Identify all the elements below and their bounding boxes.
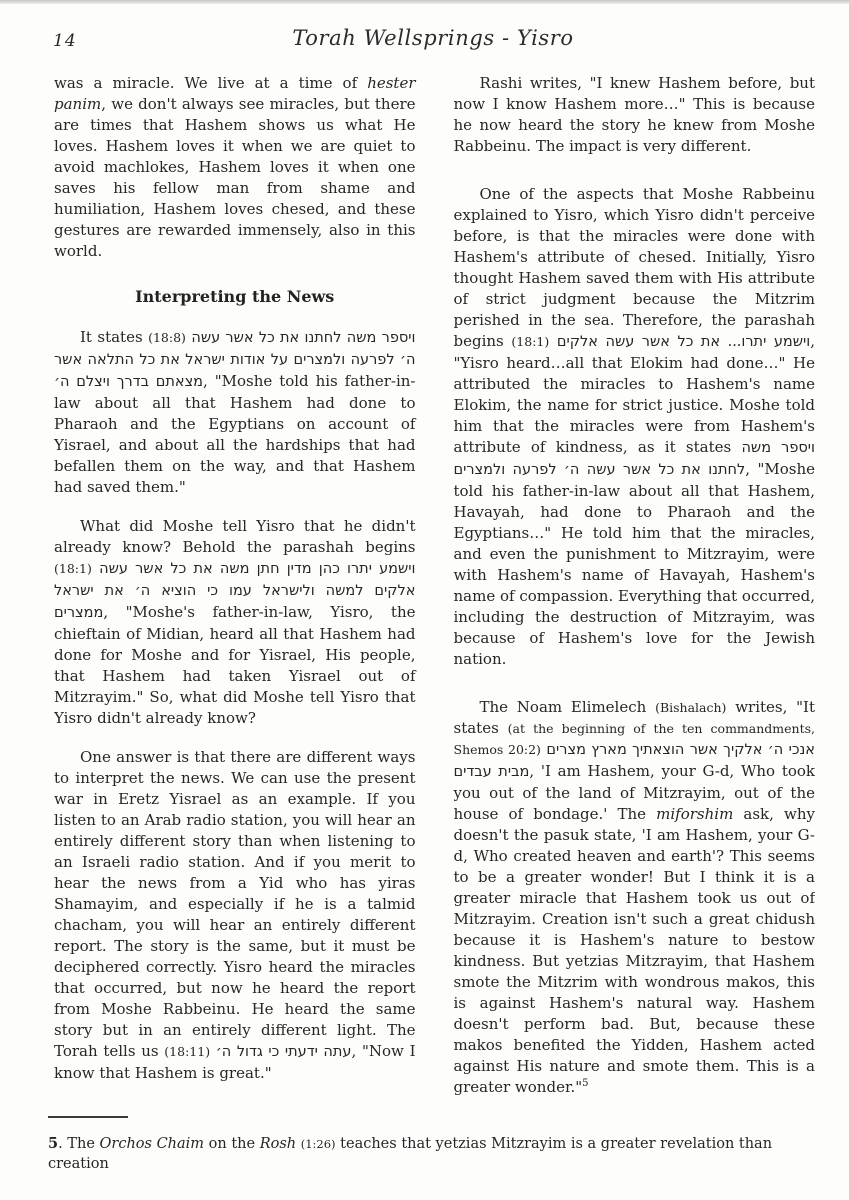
left-column bbox=[54, 73, 416, 1115]
footnote-text: 5. The Orchos Chaim on the Rosh (1:26) teaches that yetzias Mitzrayim is a greater revelation than creation bbox=[48, 1135, 773, 1172]
section-heading: Interpreting the News bbox=[135, 287, 335, 306]
paragraph: One of the aspects that Moshe Rabbeinu explained to Yisro, which Yisro didn't perceive before, is that the miracles were done with Hashem's attribute of chesed. Initially, Yisro thought Hashem saved them with His attribute of strict judgment because the Mitzrim perished in the sea. Therefore, the parashah begins (18:1) וישמע יתרו... את כל אשר עשה אלקים, "Yisro heard…all that Elokim had done…" He attributed the miracles to Hashem's name Elokim, the name for strict justice. Moshe told him that the miracles were from Hashem's attribute of kindness, as it states ויספר משה לחתנו את כל אשר עשה ה׳ לפרעה ולמצרים, "Moshe told his father-in-law about all that Hashem, Havayah, had done to Pharaoh and the Egyptians…" He told him that the miracles, and even the punishment to Mitzrayim, were with Hashem's name of Havayah, Hashem's name of compassion. Everything that occurred, including the destruction of Mitzrayim, was because of Hashem's love for the Jewish nation. bbox=[453, 185, 815, 668]
paragraph: It states (18:8) ויספר משה לחתנו את כל אשר עשה ה׳ לפרעה ולמצרים על אודות ישראל את כל התלאה אשר מצאתם בדרך ויצלם ה׳, "Moshe told his father-in-law about all that Hashem had done to Pharaoh and the Egyptians on account of Yisrael, and about all the hardships that had befallen them on the way, and that Hashem had saved them." bbox=[54, 328, 416, 496]
paragraph: The Noam Elimelech (Bishalach) writes, "It states (at the beginning of the ten commandments, Shemos 20:2) אנכי ה׳ אלקיך אשר הוצאתיך מארץ מצרים מבית עבדים, 'I am Hashem, your G-d, Who took you out of the land of Mitzrayim, out of the house of bondage.' The miforshim ask, why doesn't the pasuk state, 'I am Hashem, your G-d, Who created heaven and earth'? This seems to be a greater wonder! But I think it is a greater miracle that Hashem took us out of Mitzrayim. Creation isn't such a great chidush because it is Hashem's nature to bestow kindness. But yetzias Mitzrayim, that Hashem smote the Mitzrim with wondrous makos, this is against Hashem's natural way. Hashem doesn't perform bad. But, because these makos benefited the Yidden, Hashem acted against His nature and smote them. This is a greater wonder."$^5$ bbox=[453, 698, 815, 1096]
footnote bbox=[48, 1116, 815, 1174]
text-columns bbox=[54, 73, 815, 1115]
right-column bbox=[454, 73, 816, 1115]
paragraph: Rashi writes, "I knew Hashem before, but now I know Hashem more…" This is because he now heard the story he knew from Moshe Rabbeinu. The impact is very different. bbox=[453, 74, 815, 155]
page-header bbox=[53, 26, 813, 56]
paragraph: was a miracle. We live at a time of hester panim, we don't always see miracles, but there are times that Hashem shows us what He loves. Hashem loves it when we are quiet to avoid machlokes, Hashem loves it when one saves his fellow man from shame and humiliation, Hashem loves chesed, and these gestures are rewarded immensely, also in this world. bbox=[54, 74, 416, 260]
scan-artifact-top bbox=[0, 0, 849, 4]
page-number: 14 bbox=[53, 31, 77, 51]
footnote-rule bbox=[48, 1116, 128, 1118]
paragraph: What did Moshe tell Yisro that he didn't already know? Behold the parashah begins (18:1) וישמע יתרו כהן מדין חתן משה את כל אשר עשה אלקים למשה ולישראל עמו כי הוציא ה׳ את ישראל ממצרים, "Moshe's father-in-law, Yisro, the chieftain of Midian, heard all that Hashem had done for Moshe and for Yisrael, His people, that Hashem had taken Yisrael out of Mitzrayim." So, what did Moshe tell Yisro that Yisro didn't already know? bbox=[54, 517, 416, 727]
paragraph: One answer is that there are different ways to interpret the news. We can use the present war in Eretz Yisrael as an example. If you listen to an Arab radio station, you will hear an entirely different story than when listening to an Israeli radio station. And if you merit to hear the news from a Yid who has yiras Shamayim, and especially if he is a talmid chacham, you will hear an entirely different report. The story is the same, but it must be deciphered correctly. Yisro heard the miracles that occurred, but now he heard the report from Moshe Rabbeinu. He heard the same story but in an entirely different light. The Torah tells us (18:11) עתה ידעתי כי גדול ה׳, "Now I know that Hashem is great." bbox=[54, 748, 416, 1082]
page-title: Torah Wellsprings - Yisro bbox=[292, 26, 574, 50]
